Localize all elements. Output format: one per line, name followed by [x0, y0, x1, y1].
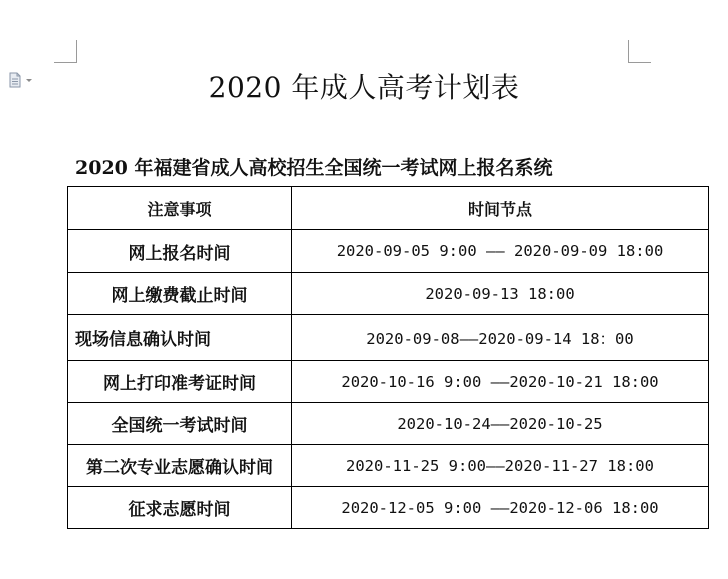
table-header-row [68, 187, 709, 230]
row-item: 网上报名时间 [68, 230, 292, 273]
schedule-table [67, 186, 709, 529]
row-item: 全国统一考试时间 [68, 403, 292, 445]
header-item: 注意事项 [68, 187, 292, 230]
document-title: 2020 年成人高考计划表 [208, 71, 520, 104]
table-row [68, 361, 709, 403]
header-time: 时间节点 [292, 187, 709, 230]
crop-mark-top-left [54, 40, 77, 63]
row-item: 网上打印准考证时间 [68, 361, 292, 403]
row-item: 第二次专业志愿确认时间 [68, 445, 292, 487]
table-row [68, 487, 709, 529]
row-time: 2020-10-16 9:00 ——2020-10-21 18:00 [292, 361, 709, 403]
row-item: 现场信息确认时间 [68, 315, 292, 361]
table-row [68, 445, 709, 487]
row-time: 2020-09-08——2020-09-14 18：00 [292, 315, 709, 361]
row-time: 2020-09-05 9:00 —— 2020-09-09 18:00 [292, 230, 709, 273]
table-row [68, 403, 709, 445]
row-item: 网上缴费截止时间 [68, 273, 292, 315]
table-row [68, 230, 709, 273]
row-time: 2020-12-05 9:00 ——2020-12-06 18:00 [292, 487, 709, 529]
table-row [68, 273, 709, 315]
row-item: 征求志愿时间 [68, 487, 292, 529]
row-time: 2020-09-13 18:00 [292, 273, 709, 315]
row-time: 2020-11-25 9:00——2020-11-27 18:00 [292, 445, 709, 487]
row-time: 2020-10-24——2020-10-25 [292, 403, 709, 445]
table-caption: 2020 年福建省成人高校招生全国统一考试网上报名系统 [75, 157, 553, 179]
crop-mark-top-right [628, 40, 651, 63]
table-row [68, 315, 709, 361]
